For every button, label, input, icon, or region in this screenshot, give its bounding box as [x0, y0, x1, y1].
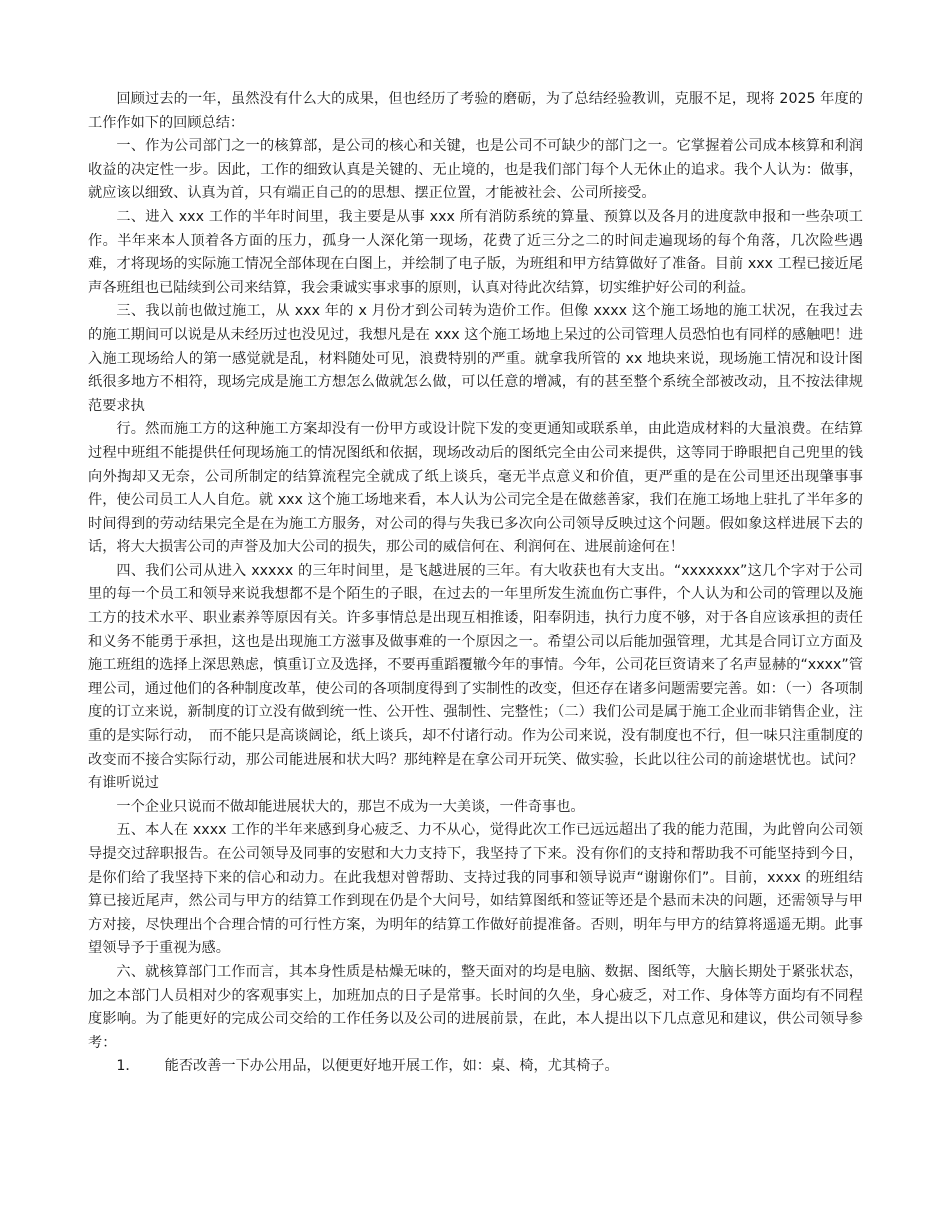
section-six-paragraph: 六、就核算部门工作而言，其本身性质是枯燥无味的，整天面对的均是电脑、数据、图纸等，大脑长期处于紧张状态，加之本部门人员相对少的客观事实上，加班加点的日子是常事。长时间的久坐，身心疲乏，对工作、身体等方面均有不同程度影响。为了能更好的完成公司交给的工作任务以及公司的进展前景，在此，本人提出以下几点意见和建议，供公司领导参考： — [88, 963, 863, 1051]
document-page — [88, 88, 863, 1079]
section-four-paragraph: 四、我们公司从进入 xxxxx 的三年时间里，是飞越进展的三年。有大收获也有大支出。“xxxxxxx”这几个字对于公司里的每一个员工和领导来说我想都不是个陌生的子眼，在过去的一年里所发生流血伤亡事件，个人认为和公司的管理以及施工方的技术水平、职业素养等原因有关。许多事情总是出现互相推诿，阳奉阴违，执行力度不够，对于各自应该承担的责任和义务不能勇于承担，这也是出现施工方滋事及做事难的一个原因之一。希望公司以后能加强管理，尤其是合同订立方面及施工班组的选择上深思熟虑，慎重订立及选择，不要再重蹈覆辙今年的事情。今年，公司花巨资请来了名声显赫的“xxxx”管理公司，通过他们的各种制度改革，使公司的各项制度得到了实制性的改变，但还存在诸多问题需要完善。如：（一）各项制度的订立来说，新制度的订立没有做到统一性、公开性、强制性、完整性；（二）我们公司是属于施工企业而非销售企业，注重的是实际行动， 而不能只是高谈阔论，纸上谈兵，却不付诸行动。作为公司来说，没有制度也不行，但一味只注重制度的改变而不接合实际行动，那公司能进展和状大吗？那纯粹是在拿公司开玩笑、做实验，长此以往公司的前途堪忧也。试问？有谁听说过 — [88, 562, 863, 792]
section-five-paragraph: 五、本人在 xxxx 工作的半年来感到身心疲乏、力不从心，觉得此次工作已远远超出了我的能力范围，为此曾向公司领导提交过辞职报告。在公司领导及同事的安慰和大力支持下，我坚持了下来。没有你们的支持和帮助我不可能坚持到今日，是你们给了我坚持下来的信心和动力。在此我想对曾帮助、支持过我的同事和领导说声“谢谢你们”。目前，xxxx 的班组结算已接近尾声，然公司与甲方的结算工作到现在仍是个大问号，如结算图纸和签证等还是个悬而未决的问题，还需领导与甲方对接，尽快理出个合理合情的可行性方案，为明年的结算工作做好前提准备。否则，明年与甲方的结算将遥遥无期。此事望领导予于重视为感。 — [88, 822, 863, 957]
section-four-continuation-paragraph: 一个企业只说而不做却能进展状大的，那岂不成为一大美谈，一件奇事也。 — [116, 798, 585, 815]
list-item-text: 能否改善一下办公用品，以便更好地开展工作，如：桌、椅，尤其椅子。 — [164, 1058, 619, 1075]
section-two-paragraph: 二、进入 xxx 工作的半年时间里，我主要是从事 xxx 所有消防系统的算量、预算以及各月的进度款申报和一些杂项工作。半年来本人顶着各方面的压力，孤身一人深化第一现场，花费了近三分之二的时间走遍现场的每个角落，几次险些遇难，才将现场的实际施工情况全部体现在白图上，并绘制了电子版，为班组和甲方结算做好了准备。目前 xxx 工程已接近尾声各班组也已陆续到公司来结算，我会秉诚实事求事的原则，认真对待此次结算，切实维护好公司的利益。 — [88, 208, 863, 296]
suggestion-list-item — [88, 1055, 863, 1079]
intro-paragraph: 回顾过去的一年，虽然没有什么大的成果，但也经历了考验的磨砺，为了总结经验教训，克服不足，现将 2025 年度的工作作如下的回顾总结： — [88, 91, 863, 131]
section-one-paragraph: 一、作为公司部门之一的核算部，是公司的核心和关键，也是公司不可缺少的部门之一。它掌握着公司成本核算和利润收益的决定性一步。因此，工作的细致认真是关键的、无止境的，也是我们部门每个人无休止的追求。我个人认为：做事，就应该以细致、认真为首，只有端正自己的的思想、摆正位置，才能被社会、公司所接受。 — [88, 138, 863, 202]
section-three-continuation-paragraph: 行。然而施工方的这种施工方案却没有一份甲方或设计院下发的变更通知或联系单，由此造成材料的大量浪费。在结算过程中班组不能提供任何现场施工的情况图纸和依据，现场改动后的图纸完全由公司来提供，这等同于睁眼把自己兜里的钱向外掏却又无奈，公司所制定的结算流程完全就成了纸上谈兵，毫无半点意义和价值，更严重的是在公司里还出现肇事事件，使公司员工人人自危。就 xxx 这个施工场地来看，本人认为公司完全是在做慈善家，我们在施工场地上驻扎了半年多的时间得到的劳动结果完全是在为施工方服务，对公司的得与失我已多次向公司领导反映过这个问题。假如象这样进展下去的话，将大大损害公司的声誉及加大公司的损失，那公司的威信何在、利润何在、进展前途何在！ — [88, 421, 863, 556]
section-three-paragraph: 三、我以前也做过施工，从 xxx 年的 x 月份才到公司转为造价工作。但像 xxxx 这个施工场地的施工状况，在我过去的施工期间可以说是从未经历过也没见过，我想凡是在 xxx 这个施工场地上呆过的公司管理人员恐怕也有同样的感触吧！进入施工现场给人的第一感觉就是乱，材料随处可见，浪费特别的严重。就拿我所管的 xx 地块来说，现场施工情况和设计图纸很多地方不相符，现场完成是施工方想怎么做就怎么做，可以任意的增减，有的甚至整个系统全部被改动，且不按法律规范要求执 — [88, 303, 863, 414]
list-item-number: 1． — [116, 1058, 140, 1075]
